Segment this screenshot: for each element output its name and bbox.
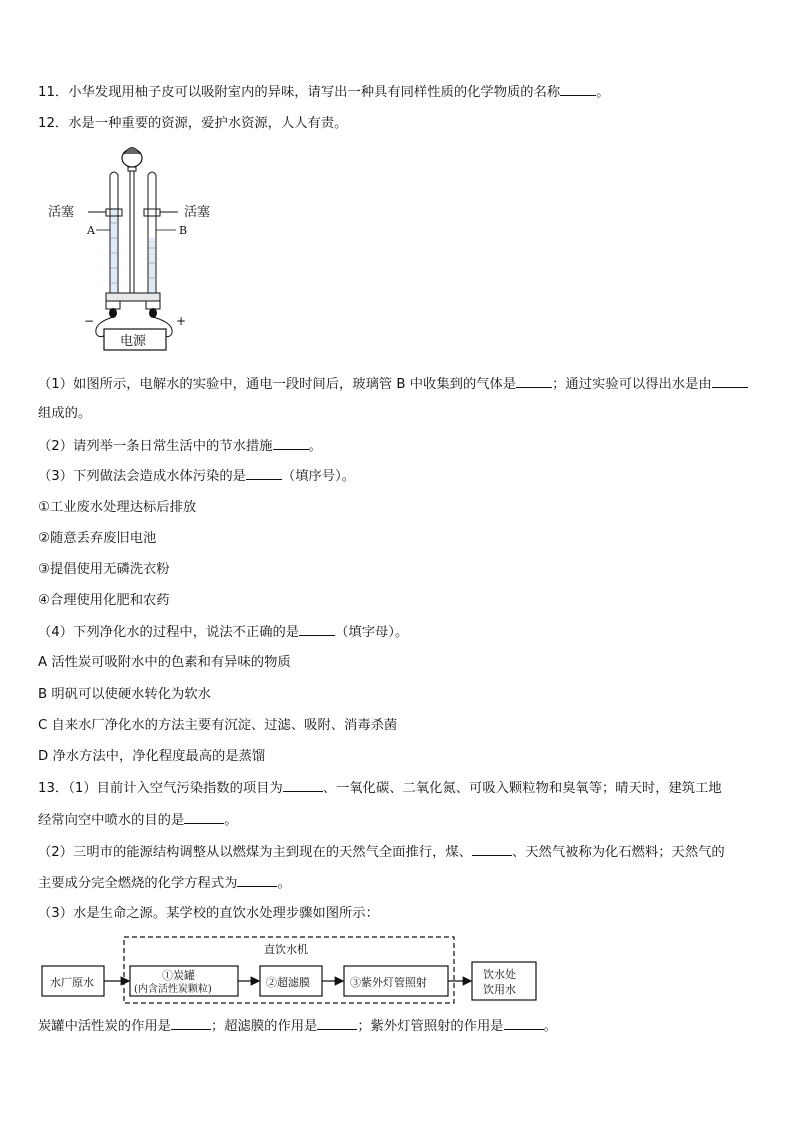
q13-p3-line: （3）水是生命之源。某学校的直饮水处理步骤如图所示：: [38, 906, 379, 921]
output-label-b: 饮用水: [483, 983, 516, 996]
q12-p2-line: [38, 437, 322, 456]
q13-p4-text-c: ；紫外灯管照射的作用是: [357, 1019, 504, 1034]
electrolysis-figure: [44, 143, 211, 353]
q12-p2-text-b: 。: [308, 439, 322, 454]
electrode-left: [109, 308, 117, 318]
purification-flow-diagram: [38, 934, 542, 1006]
valve-right-label: 活塞: [184, 205, 211, 220]
q12-option-a: A 活性炭可吸附水中的色素和有异味的物质: [38, 655, 291, 670]
q12-p3-text-a: （3）下列做法会造成水体污染的是: [38, 469, 246, 484]
q13-p4-text-b: ；超滤膜的作用是: [210, 1019, 318, 1034]
q13-p4-text-a: 炭罐中活性炭的作用是: [38, 1019, 171, 1034]
q13-p2-text-a: （2）三明市的能源结构调整从以燃煤为主到现在的天然气全面推行，煤、: [38, 845, 472, 860]
q12-p1-line2: 组成的。: [38, 406, 92, 421]
q13-p4-text-d: 。: [543, 1019, 557, 1034]
q13-p1-line1: [38, 779, 722, 798]
q13-p2-text-b: 、天然气被称为化石燃料；天然气的: [511, 845, 725, 860]
q13-p1-text-c: 经常向空中喷水的目的是: [38, 813, 185, 828]
q12-p4-line: [38, 623, 408, 642]
q13-p2-text-d: 。: [277, 876, 291, 891]
q12-p1-text-a: （1）如图所示，电解水的实验中，通电一段时间后，玻璃管 B 中收集到的气体是: [38, 377, 517, 392]
q12-option-3: ③提倡使用无磷洗衣粉: [38, 562, 170, 577]
q12-p3-blank[interactable]: [246, 467, 282, 480]
electrode-right: [149, 308, 157, 318]
q13-p2-blank2[interactable]: [237, 874, 277, 887]
q13-p4-blank1[interactable]: [171, 1017, 211, 1030]
q13-p1-blank1[interactable]: [283, 779, 323, 792]
q13-p4-blank2[interactable]: [317, 1017, 357, 1030]
q12-p2-text-a: （2）请列举一条日常生活中的节水措施: [38, 439, 273, 454]
q12-p2-blank[interactable]: [273, 437, 309, 450]
q11-text: 11．小华发现用柚子皮可以吸附室内的异味，请写出一种具有同样性质的化学物质的名称: [38, 85, 561, 100]
q13-p1-text-d: 。: [224, 813, 238, 828]
source-label: 水厂原水: [50, 976, 94, 989]
minus-sign: −: [84, 314, 95, 328]
step1-label-a: ①炭罐: [162, 969, 195, 982]
tube-a-label: A: [87, 224, 95, 237]
q11-line: [38, 83, 610, 102]
q12-p1-blank2[interactable]: [712, 375, 748, 388]
q12-option-4: ④合理使用化肥和农药: [38, 593, 170, 608]
q12-p3-text-b: （填序号）。: [281, 469, 356, 484]
q13-p2-text-c: 主要成分完全燃烧的化学方程式为: [38, 876, 238, 891]
q13-p1-text-a: 13．（1）目前计入空气污染指数的项目为: [38, 781, 283, 796]
valve-left-label: 活塞: [48, 205, 75, 220]
output-label-a: 饮水处: [483, 968, 516, 981]
q13-p4-blank3[interactable]: [504, 1017, 544, 1030]
q12-p3-line: [38, 467, 355, 486]
q12-p4-text-a: （4）下列净化水的过程中，说法不正确的是: [38, 625, 300, 640]
q13-p1-line2: [38, 811, 238, 830]
q13-p1-blank2[interactable]: [184, 811, 224, 824]
q13-p4-line: [38, 1017, 557, 1036]
step1-label-b: (内含活性炭颗粒): [134, 984, 212, 995]
q13-p2-line1: [38, 843, 725, 862]
step3-label: ③紫外灯管照射: [350, 976, 427, 989]
q12-option-b: B 明矾可以使硬水转化为软水: [38, 687, 211, 702]
q13-p1-text-b: 、一氧化碳、二氧化氮、可吸入颗粒物和臭氧等；晴天时，建筑工地: [322, 781, 722, 796]
q12-p1-blank1[interactable]: [516, 375, 552, 388]
q12-option-2: ②随意丢弃废旧电池: [38, 531, 157, 546]
q12-option-c: C 自来水厂净化水的方法主要有沉淀、过滤、吸附、消毒杀菌: [38, 718, 398, 733]
q12-p4-text-b: （填字母）。: [335, 625, 409, 640]
q12-p4-blank[interactable]: [299, 623, 335, 636]
q13-p2-line2: [38, 874, 291, 893]
q11-end: 。: [596, 85, 610, 100]
q12-p1-text-b: ；通过实验可以得出水是由: [552, 377, 712, 392]
q12-option-1: ①工业废水处理达标后排放: [38, 500, 197, 515]
q13-p2-blank1[interactable]: [472, 843, 512, 856]
plus-sign: +: [176, 314, 187, 328]
power-label: 电源: [120, 334, 147, 349]
machine-label: 直饮水机: [264, 943, 308, 956]
q11-answer-blank[interactable]: [560, 83, 596, 96]
q12-p1-line1: [38, 375, 748, 394]
q12-intro: 12．水是一种重要的资源，爱护水资源，人人有责。: [38, 116, 348, 131]
q12-option-d: D 净水方法中，净化程度最高的是蒸馏: [38, 749, 266, 764]
step2-label: ②超滤膜: [266, 976, 310, 989]
tube-b-label: B: [179, 224, 188, 237]
